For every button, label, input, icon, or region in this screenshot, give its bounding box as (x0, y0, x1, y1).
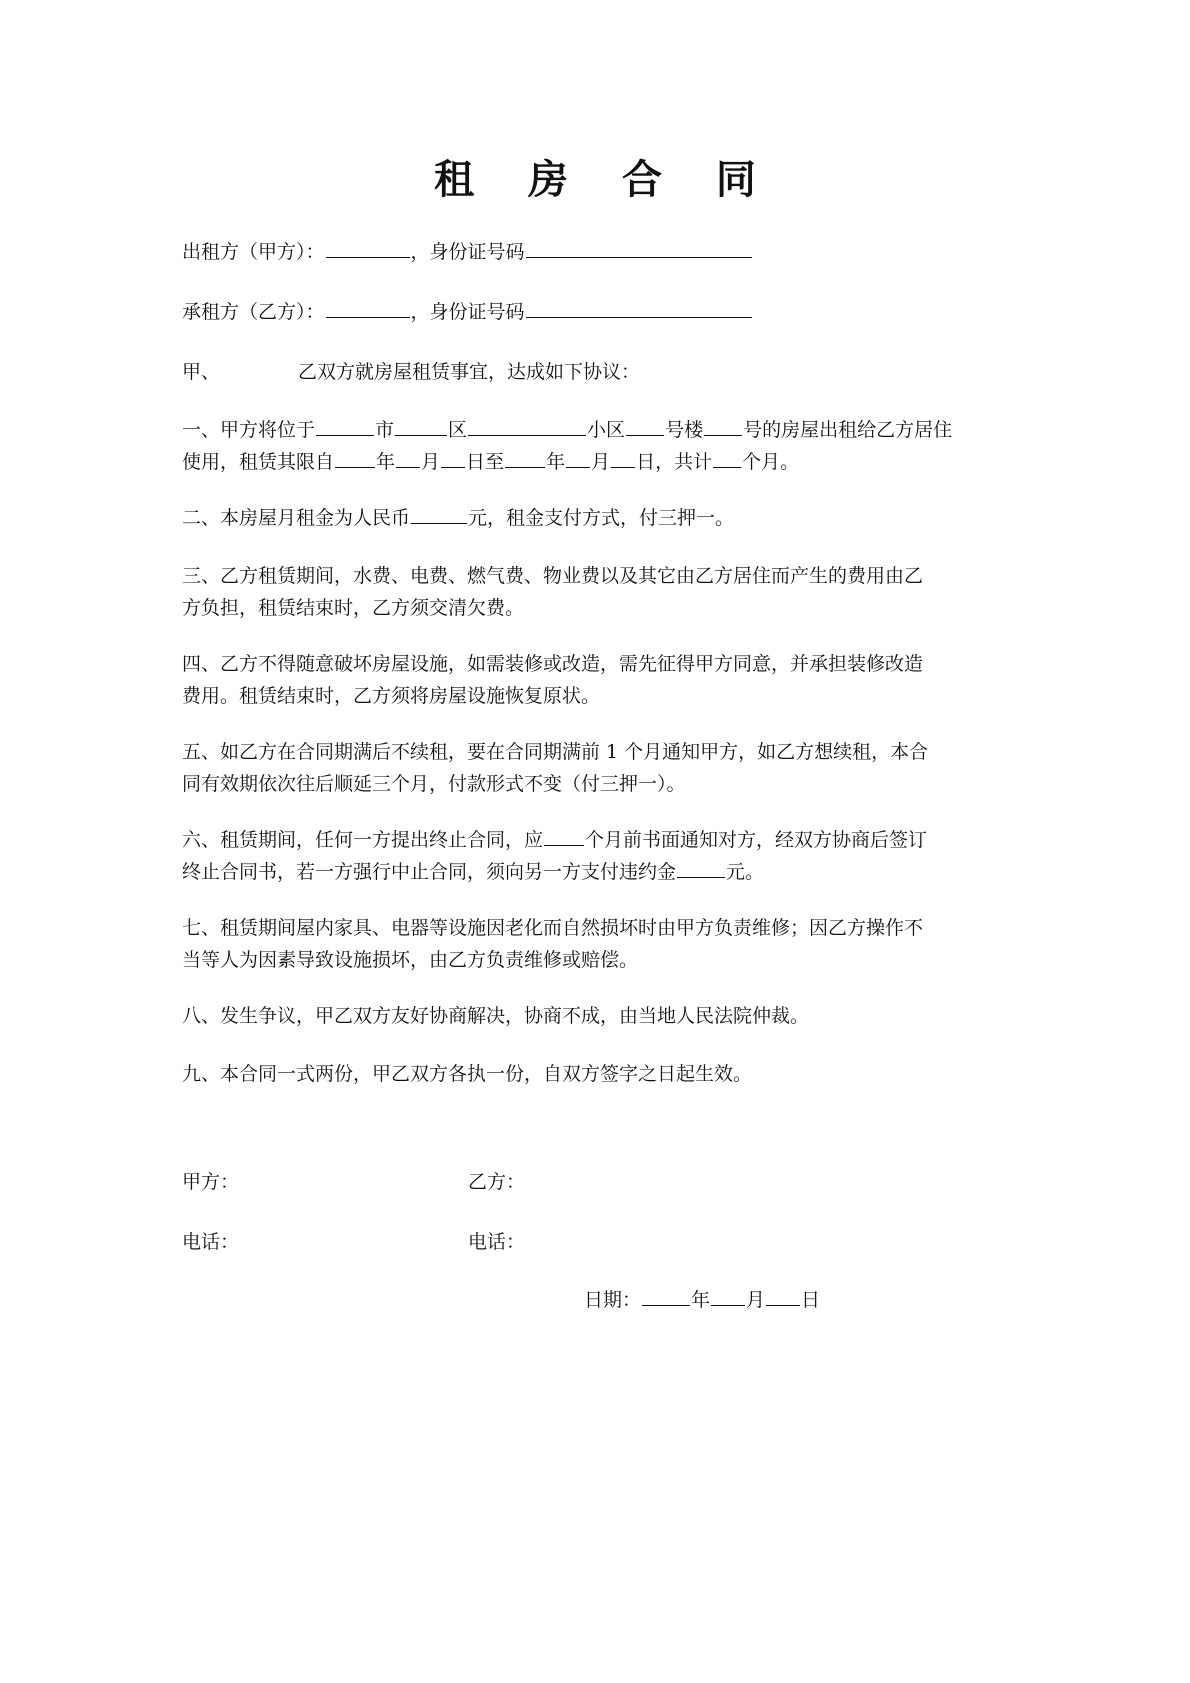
party-a-signature-label: 甲方： (182, 1171, 240, 1193)
lessor-name-blank (326, 237, 410, 258)
clause-6-text: 终止合同书，若一方强行中止合同，须向另一方支付违约金 (182, 861, 677, 883)
start-day-blank (441, 447, 465, 468)
clause-4 (182, 648, 1017, 712)
end-day-blank (611, 447, 635, 468)
clause-1-text: 日至 (466, 451, 505, 473)
party-a-phone-label: 电话： (182, 1231, 240, 1253)
lessee-id-blank (526, 297, 752, 318)
clause-1-text: 市 (375, 419, 395, 441)
clause-9-line-1: 九、本合同一式两份，甲乙双方各执一份，自双方签字之日起生效。 (182, 1063, 753, 1085)
building-blank (626, 415, 664, 436)
clause-1-text: 一、甲方将位于 (182, 419, 316, 441)
clause-1-text: 小区 (587, 419, 626, 441)
clause-5 (182, 736, 1017, 800)
notice-months-blank (544, 825, 584, 846)
clause-1-text: 年 (376, 451, 396, 473)
clause-3-line-1: 三、乙方租赁期间，水费、电费、燃气费、物业费以及其它由乙方居住而产生的费用由乙 (182, 565, 924, 587)
penalty-amount-blank (677, 857, 725, 878)
rent-amount-blank (411, 503, 467, 524)
clause-2-text: 元，租金支付方式，付三押一。 (468, 507, 735, 529)
clause-6-text: 个月前书面通知对方，经双方协商后签订 (585, 829, 928, 851)
clause-3-line-2: 方负担，租赁结束时，乙方须交清欠费。 (182, 597, 525, 619)
lessee-line (182, 296, 753, 328)
intro-text: 乙双方就房屋租赁事宜，达成如下协议： (298, 361, 641, 383)
clause-6-text: 元。 (726, 861, 765, 883)
clause-8-line-1: 八、发生争议，甲乙双方友好协商解决，协商不成，由当地人民法院仲裁。 (182, 1005, 810, 1027)
date-label: 日期： (584, 1289, 642, 1311)
lessee-label: 承租方（乙方）： (182, 301, 325, 323)
start-month-blank (396, 447, 420, 468)
clause-1-text: 日，共计 (636, 451, 713, 473)
city-blank (316, 415, 374, 436)
lessor-label: 出租方（甲方）： (182, 241, 325, 263)
clause-1-text: 号的房屋出租给乙方居住 (743, 419, 953, 441)
date-year-label: 年 (691, 1289, 711, 1311)
clause-4-line-1: 四、乙方不得随意破坏房屋设施，如需装修或改造，需先征得甲方同意，并承担装修改造 (182, 653, 924, 675)
clause-2-text: 二、本房屋月租金为人民币 (182, 507, 411, 529)
total-months-blank (713, 447, 741, 468)
lessor-id-label: ，身份证号码 (410, 241, 525, 263)
lessor-id-blank (526, 237, 752, 258)
clause-6 (182, 824, 1017, 888)
start-year-blank (335, 447, 375, 468)
clause-1-text: 使用，租赁其限自 (182, 451, 335, 473)
clause-9 (182, 1058, 1017, 1090)
end-year-blank (505, 447, 545, 468)
clause-3 (182, 560, 1017, 624)
lessee-id-label: ，身份证号码 (410, 301, 525, 323)
clause-2 (182, 502, 1017, 534)
clause-1-text: 月 (421, 451, 441, 473)
clause-5-line-1: 五、如乙方在合同期满后不续租，要在合同期满前 1 个月通知甲方，如乙方想续租，本合 (182, 741, 929, 763)
clause-6-text: 六、租赁期间，任何一方提出终止合同，应 (182, 829, 544, 851)
clause-7-line-2: 当等人为因素导致设施损坏，由乙方负责维修或赔偿。 (182, 949, 639, 971)
party-b-phone-label: 电话： (468, 1231, 526, 1253)
clause-1-text: 月 (591, 451, 611, 473)
clause-7-line-1: 七、租赁期间屋内家具、电器等设施因老化而自然损坏时由甲方负责维修；因乙方操作不 (182, 917, 924, 939)
clause-8 (182, 1000, 1017, 1032)
lessor-line (182, 236, 753, 268)
clause-1 (182, 414, 1017, 478)
clause-1-text: 年 (546, 451, 566, 473)
document-title: 租 房 合 同 (434, 157, 776, 203)
lessee-name-blank (326, 297, 410, 318)
clause-4-line-2: 费用。租赁结束时，乙方须将房屋设施恢复原状。 (182, 685, 601, 707)
clause-7 (182, 912, 1017, 976)
community-blank (468, 415, 586, 436)
date-month-blank (711, 1285, 745, 1306)
party-b-signature-label: 乙方： (468, 1171, 526, 1193)
unit-blank (704, 415, 742, 436)
clause-1-text: 个月。 (742, 451, 800, 473)
intro-line (182, 356, 640, 388)
date-day-blank (766, 1285, 800, 1306)
clause-5-line-2: 同有效期依次往后顺延三个月，付款形式不变（付三押一）。 (182, 773, 686, 795)
date-year-blank (642, 1285, 690, 1306)
date-line (584, 1284, 820, 1316)
date-month-label: 月 (746, 1289, 766, 1311)
date-day-label: 日 (801, 1289, 821, 1311)
clause-1-text: 号楼 (665, 419, 704, 441)
clause-1-text: 区 (448, 419, 468, 441)
end-month-blank (566, 447, 590, 468)
district-blank (395, 415, 447, 436)
intro-prefix: 甲、 (182, 361, 221, 383)
